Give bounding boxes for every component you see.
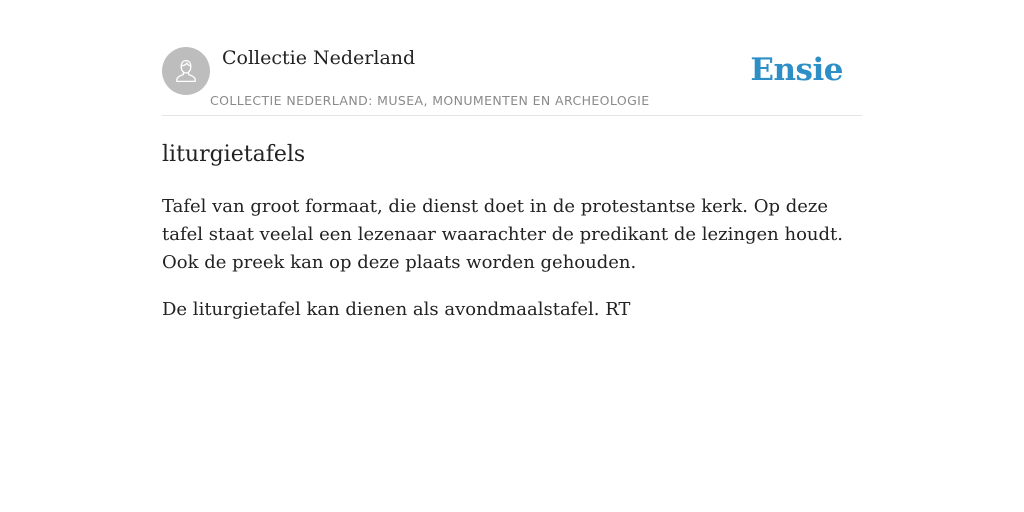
definition-paragraph: De liturgietafel kan dienen als avondmaalstafel. RT [162,299,631,320]
card-header [162,0,862,116]
source-label-link[interactable]: COLLECTIE NEDERLAND: MUSEA, MONUMENTEN EN ARCHEOLOGIE [210,93,650,108]
author-name-link[interactable]: Collectie Nederland [222,47,416,69]
definition-card [162,0,862,343]
definition-text [162,193,862,324]
definition-paragraph: Tafel van groot formaat, die dienst doet in de protestantse kerk. Op deze tafel staat veelal een lezenaar waarachter de predikant de lezingen houdt. Ook de preek kan op deze plaats worden gehouden. [162,196,843,273]
term-title: liturgietafels [162,142,306,167]
author-avatar[interactable] [162,47,210,95]
ensie-logo[interactable]: Ensie [750,52,843,88]
user-silhouette-icon [171,56,201,86]
